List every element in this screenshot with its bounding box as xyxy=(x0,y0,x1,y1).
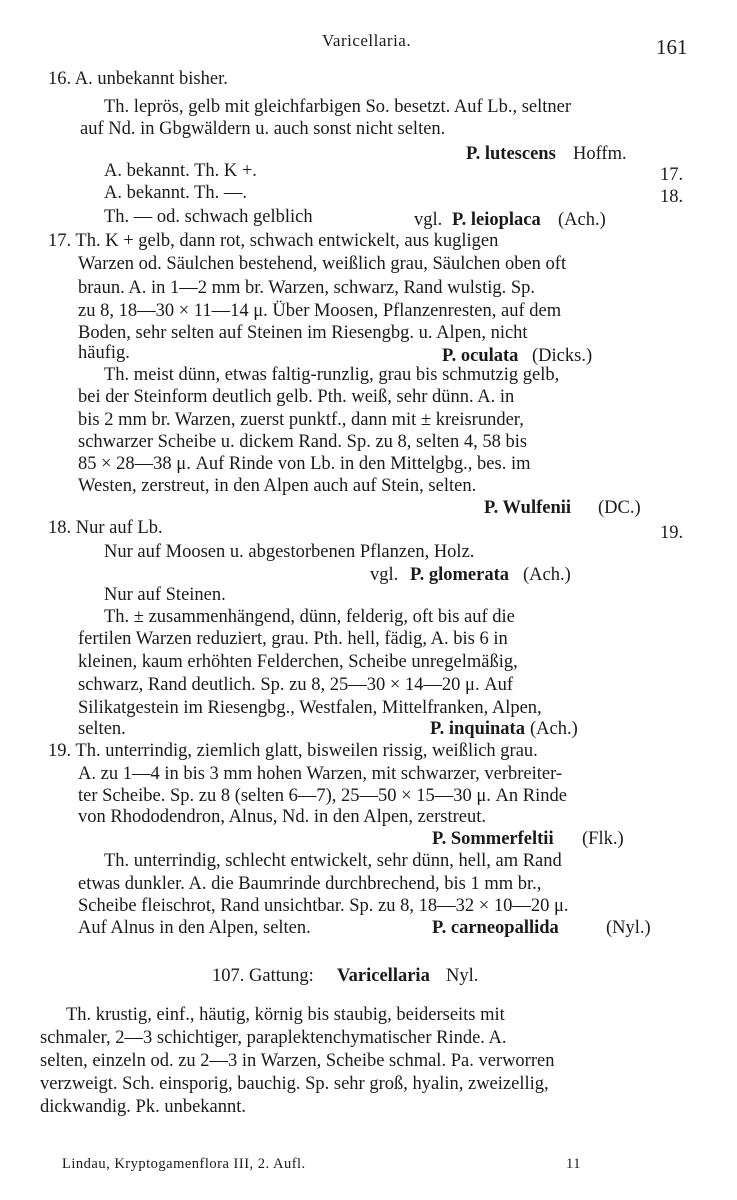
text-line: kleinen, kaum erhöhten Felderchen, Scheibe unregelmäßig, xyxy=(78,652,518,672)
text-line: selten. xyxy=(78,719,126,739)
key-17-line: 17. Th. K + gelb, dann rot, schwach entwickelt, aus kugligen xyxy=(48,231,499,251)
text-line: Boden, sehr selten auf Steinen im Riesengbg. u. Alpen, nicht xyxy=(78,323,528,343)
key-19-line: 19. Th. unterrindig, ziemlich glatt, bisweilen rissig, weißlich grau. xyxy=(48,741,538,761)
text-line: Scheibe fleischrot, Rand unsichtbar. Sp. zu 8, 18—32 × 10—20 μ. xyxy=(78,896,569,916)
species-author: (Ach.) xyxy=(530,719,578,739)
text-line: von Rhododendron, Alnus, Nd. in den Alpen, zerstreut. xyxy=(78,807,486,827)
text-line: Nur auf Steinen. xyxy=(104,585,226,605)
text-line: ter Scheibe. Sp. zu 8 (selten 6—7), 25—50 × 15—30 μ. An Rinde xyxy=(78,786,567,806)
footer-citation: Lindau, Kryptogamenflora III, 2. Aufl. xyxy=(62,1156,306,1172)
species-name: P. lutescens xyxy=(466,144,556,164)
species-name: P. glomerata xyxy=(410,565,509,585)
text-line: Nur auf Moosen u. abgestorbenen Pflanzen, Holz. xyxy=(104,542,475,562)
species-name: P. Wulfenii xyxy=(484,498,572,518)
text-line: vgl. xyxy=(414,210,443,230)
text-line: Th. krustig, einf., häutig, körnig bis staubig, beiderseits mit xyxy=(66,1005,505,1025)
species-name: P. Sommerfeltii xyxy=(432,829,554,849)
key-reference: 19. xyxy=(660,523,684,543)
text-line: Warzen od. Säulchen bestehend, weißlich grau, Säulchen oben oft xyxy=(78,254,567,274)
text-line: Th. — od. schwach gelblich xyxy=(104,207,313,227)
text-line: häufig. xyxy=(78,343,130,363)
species-author: (DC.) xyxy=(598,498,641,518)
key-18-line: 18. Nur auf Lb. xyxy=(48,518,163,538)
text-line: bei der Steinform deutlich gelb. Pth. weiß, sehr dünn. A. in xyxy=(78,387,515,407)
text-line: schmaler, 2—3 schichtiger, paraplektenchymatischer Rinde. A. xyxy=(40,1028,507,1048)
genus-heading-prefix: 107. Gattung: xyxy=(212,966,314,986)
genus-heading-name: Varicellaria xyxy=(337,966,430,986)
species-name: P. inquinata xyxy=(430,719,525,739)
text-line: A. bekannt. Th. —. xyxy=(104,183,248,203)
page-number: 161 xyxy=(656,35,688,59)
text-line: A. zu 1—4 in bis 3 mm hohen Warzen, mit schwarzer, verbreiter- xyxy=(78,764,563,784)
text-line: Westen, zerstreut, in den Alpen auch auf Stein, selten. xyxy=(78,476,477,496)
text-line: vgl. xyxy=(370,565,399,585)
genus-heading-author: Nyl. xyxy=(446,966,479,986)
species-author: (Dicks.) xyxy=(532,346,593,366)
species-author: (Ach.) xyxy=(523,565,571,585)
species-name: P. leioplaca xyxy=(452,210,541,230)
key-reference: 17. xyxy=(660,165,684,185)
species-author: (Flk.) xyxy=(582,829,624,849)
text-line: 85 × 28—38 μ. Auf Rinde von Lb. in den Mittelgbg., bes. im xyxy=(78,454,531,474)
text-line: A. bekannt. Th. K +. xyxy=(104,161,257,181)
text-line: bis 2 mm br. Warzen, zuerst punktf., dann mit ± kreisrunder, xyxy=(78,410,524,430)
text-line: dickwandig. Pk. unbekannt. xyxy=(40,1097,247,1117)
key-16-line: 16. A. unbekannt bisher. xyxy=(48,69,228,89)
text-line: Auf Alnus in den Alpen, selten. xyxy=(78,918,311,938)
text-line: etwas dunkler. A. die Baumrinde durchbrechend, bis 1 mm br., xyxy=(78,874,542,894)
text-line: Silikatgestein im Riesengbg., Westfalen, Mittelfranken, Alpen, xyxy=(78,698,542,718)
text-line: selten, einzeln od. zu 2—3 in Warzen, Scheibe schmal. Pa. verworren xyxy=(40,1051,555,1071)
species-author: (Ach.) xyxy=(558,210,606,230)
text-line: braun. A. in 1—2 mm br. Warzen, schwarz, Rand wulstig. Sp. xyxy=(78,278,536,298)
text-line: zu 8, 18—30 × 11—14 μ. Über Moosen, Pflanzenresten, auf dem xyxy=(78,301,562,321)
text-line: Th. leprös, gelb mit gleichfarbigen So. besetzt. Auf Lb., seltner xyxy=(104,97,572,117)
text-line: verzweigt. Sch. einsporig, bauchig. Sp. sehr groß, hyalin, zweizellig, xyxy=(40,1074,549,1094)
text-line: Th. ± zusammenhängend, dünn, felderig, oft bis auf die xyxy=(104,607,515,627)
text-line: schwarz, Rand deutlich. Sp. zu 8, 25—30 × 14—20 μ. Auf xyxy=(78,675,513,695)
text-line: auf Nd. in Gbgwäldern u. auch sonst nicht selten. xyxy=(80,119,446,139)
species-name: P. carneopallida xyxy=(432,918,559,938)
running-title: Varicellaria. xyxy=(322,31,412,50)
species-author: (Nyl.) xyxy=(606,918,651,938)
species-author: Hoffm. xyxy=(573,144,627,164)
text-line: Th. unterrindig, schlecht entwickelt, sehr dünn, hell, am Rand xyxy=(104,851,562,871)
text-line: fertilen Warzen reduziert, grau. Pth. hell, fädig, A. bis 6 in xyxy=(78,629,508,649)
footer-signature: 11 xyxy=(566,1156,581,1172)
species-name: P. oculata xyxy=(442,346,519,366)
text-line: Th. meist dünn, etwas faltig-runzlig, grau bis schmutzig gelb, xyxy=(104,365,560,385)
text-line: schwarzer Scheibe u. dickem Rand. Sp. zu 8, selten 4, 58 bis xyxy=(78,432,528,452)
key-reference: 18. xyxy=(660,187,684,207)
